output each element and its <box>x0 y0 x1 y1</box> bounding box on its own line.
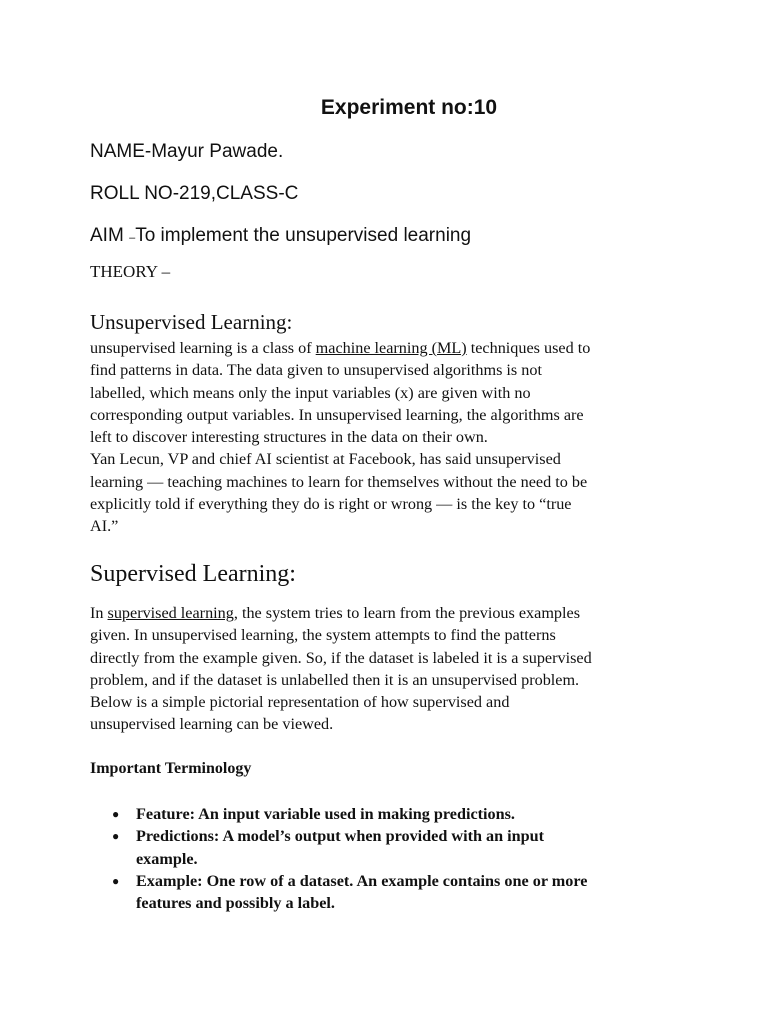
text-run: unsupervised learning is a class of <box>90 339 316 357</box>
paragraph-line: labelled, which means only the input variables (x) are given with no <box>90 383 531 402</box>
bullet-icon: ● <box>112 873 120 888</box>
text-run: techniques used to <box>466 339 591 357</box>
list-item-line: Example: One row of a dataset. An example contains one or more <box>136 871 588 890</box>
text-run: In <box>90 604 108 622</box>
paragraph-line: left to discover interesting structures in the data on their own. <box>90 428 488 447</box>
list-item-line: features and possibly a label. <box>136 894 335 913</box>
list-item <box>90 825 587 870</box>
student-name: NAME-Mayur Pawade. <box>90 141 284 162</box>
list-item-line: Feature: An input variable used in making predictions. <box>136 805 515 823</box>
paragraph-line: Yan Lecun, VP and chief AI scientist at Facebook, has said unsupervised <box>90 450 561 469</box>
supervised-heading: Supervised Learning: <box>90 561 296 587</box>
list-item-line: Predictions: A model’s output when provided with an input <box>136 827 545 846</box>
paragraph-line: find patterns in data. The data given to unsupervised algorithms is not <box>90 361 542 380</box>
paragraph-line: Below is a simple pictorial representation of how supervised and <box>90 693 510 712</box>
terminology-list <box>90 803 587 914</box>
aim-dash: – <box>129 232 136 244</box>
unsupervised-heading: Unsupervised Learning: <box>90 310 293 334</box>
paragraph-line: directly from the example given. So, if the dataset is labeled it is a supervised <box>90 648 592 667</box>
supervised-learning-link[interactable]: supervised learning <box>107 604 234 622</box>
bullet-icon: ● <box>112 829 120 844</box>
aim-line <box>90 225 471 247</box>
list-item <box>90 803 587 825</box>
paragraph-line: corresponding output variables. In unsupervised learning, the algorithms are <box>90 405 584 424</box>
roll-number: ROLL NO-219,CLASS-C <box>90 183 299 204</box>
aim-text: To implement the unsupervised learning <box>135 225 472 246</box>
supervised-paragraph <box>90 602 690 736</box>
paragraph-line: given. In unsupervised learning, the system attempts to find the patterns <box>90 626 556 645</box>
unsupervised-paragraph <box>90 337 690 538</box>
terminology-heading: Important Terminology <box>90 760 252 777</box>
list-item <box>90 870 587 915</box>
text-run: , the system tries to learn from the previous examples <box>233 604 581 622</box>
paragraph-line: AI.” <box>90 517 119 536</box>
theory-label: THEORY – <box>90 262 171 281</box>
paragraph-line: unsupervised learning can be viewed. <box>90 715 334 734</box>
paragraph-line: problem, and if the dataset is unlabelled then it is an unsupervised problem. <box>90 670 580 689</box>
paragraph-line <box>90 602 690 624</box>
paragraph-line: explicitly told if everything they do is right or wrong — is the key to “true <box>90 495 572 514</box>
machine-learning-link[interactable]: machine learning (ML) <box>315 339 467 357</box>
list-item-line: example. <box>136 849 198 868</box>
aim-label: AIM <box>90 225 124 246</box>
paragraph-line: learning — teaching machines to learn for themselves without the need to be <box>90 472 588 491</box>
paragraph-line <box>90 337 690 359</box>
bullet-icon: ● <box>112 807 120 821</box>
page-title: Experiment no:10 <box>320 96 498 119</box>
